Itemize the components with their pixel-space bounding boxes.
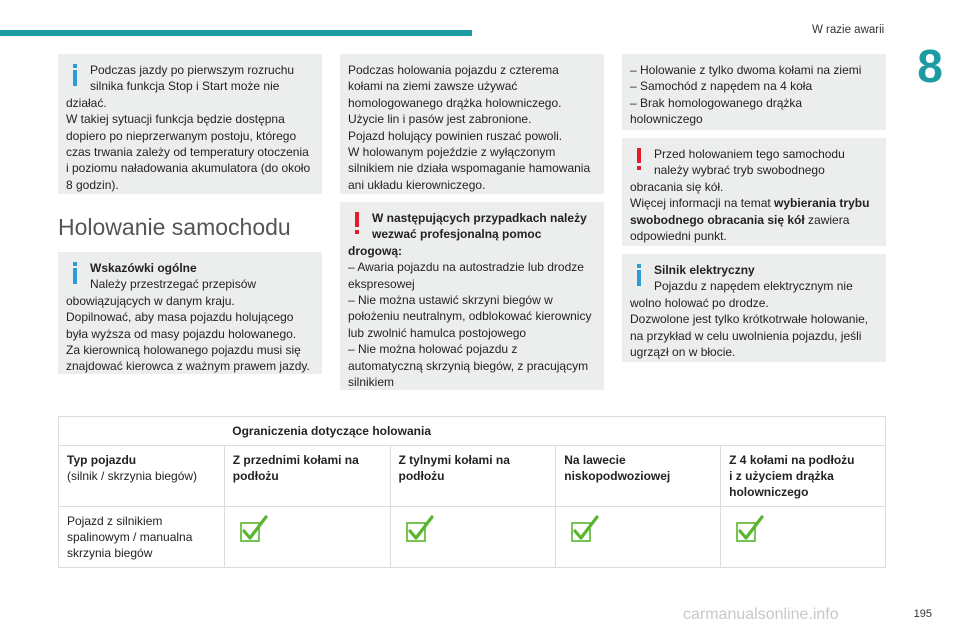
table-cell-flatbed: [556, 507, 721, 568]
text-line: znajdować kierowca z ważnym prawem jazdy.: [66, 359, 310, 374]
text-line: działać.: [66, 95, 107, 110]
header-line: Z przednimi kołami na: [232, 453, 359, 467]
text-line: automatyczną skrzynią biegów, z pracującym: [348, 358, 589, 373]
text-line: W holowanym pojeździe z wyłączonym: [348, 145, 556, 160]
text-line: Użycie lin i pasów jest zabronione.: [348, 112, 532, 127]
text-line: Pojazdu z napędem elektrycznym nie: [654, 279, 853, 294]
column-header-front-wheels: [224, 446, 390, 507]
info-icon: [68, 262, 82, 286]
text-line: – Nie można holować pojazdu z: [348, 342, 518, 357]
checkmark-icon: [239, 515, 269, 543]
table-row: [59, 507, 886, 568]
text-line: silnika funkcja Stop i Start może nie: [90, 79, 280, 94]
table-corner-cell: [59, 417, 225, 446]
header-line: Z 4 kołami na podłożu: [729, 453, 855, 467]
chapter-number: 8: [900, 36, 960, 96]
column-header-rear-wheels: [390, 446, 556, 507]
text-line: odpowiedni punkt.: [630, 229, 727, 244]
text-line: i poziomu naładowania akumulatora (do około: [66, 161, 311, 176]
header-subtitle: (silnik / skrzynia biegów): [67, 469, 198, 483]
header-line: Na lawecie: [564, 453, 626, 467]
text-line: położeniu neutralnym, odblokować kierownicy: [348, 309, 592, 324]
table-cell-rear-wheels: [390, 507, 556, 568]
header-line: niskopodwoziowej: [564, 469, 671, 483]
freewheel-reference: swobodnego obracania się kół: [630, 212, 805, 227]
text-line: ekspresowej: [348, 276, 415, 291]
text-line: homologowanego drążka holowniczego.: [348, 95, 562, 110]
freewheel-mode-warning-box: [622, 138, 886, 246]
row-label-line: skrzynia biegów: [67, 546, 153, 560]
column-header-flatbed: [556, 446, 721, 507]
list-item: holowniczego: [630, 112, 703, 127]
header-line: i z użyciem drążka: [729, 469, 834, 483]
text-line: czas trwania zależy od temperatury otoczenia: [66, 145, 309, 160]
text-line: obowiązujących w danym kraju.: [66, 293, 235, 308]
header-line: holowniczego: [729, 485, 809, 499]
text-line: Pojazd holujący powinien ruszać powoli.: [348, 128, 563, 143]
text-line: Przed holowaniem tego samochodu: [654, 147, 845, 161]
text-line: lub zwolnić hamulca postojowego: [348, 325, 527, 340]
header-line: Z tylnymi kołami na: [398, 453, 510, 467]
text-line: obracania się kół.: [630, 179, 724, 194]
text-line: 8 godzin).: [66, 177, 119, 192]
header-accent-bar: [0, 30, 472, 36]
professional-help-warning-box: [340, 202, 604, 390]
list-item: – Brak homologowanego drążka: [630, 95, 803, 110]
row-label-line: spalinowym / manualna: [67, 530, 193, 544]
general-guidelines-box: [58, 252, 322, 374]
row-label-line: Pojazd z silnikiem: [67, 514, 163, 528]
warning-icon: [632, 148, 646, 172]
table-caption: Ograniczenia dotyczące holowania: [224, 417, 885, 446]
text-line: kołami na ziemi zawsze używać: [348, 79, 518, 94]
list-item: – Samochód z napędem na 4 koła: [630, 79, 813, 94]
towing-four-wheels-box: [340, 54, 604, 194]
list-item: – Holowanie z tylko dwoma kołami na ziemi: [630, 63, 862, 77]
text-line: wolno holować po drodze.: [630, 295, 769, 310]
text-line: Podczas holowania pojazdu z czterema: [348, 63, 559, 77]
text-line: była wyższa od masy pojazdu holowanego.: [66, 326, 297, 341]
text-span: zawiera: [804, 212, 850, 227]
checkmark-icon: [570, 515, 600, 543]
freewheel-reference: wybierania trybu: [774, 196, 870, 211]
text-line: silnikiem: [348, 375, 395, 390]
text-line: na przykład w celu uwolnienia pojazdu, jeśli: [630, 328, 862, 343]
text-line: ugrzązł on w błocie.: [630, 345, 736, 360]
page-heading: Holowanie samochodu: [58, 214, 291, 240]
checkmark-icon: [405, 515, 435, 543]
table-caption-row: [59, 417, 886, 446]
text-line: ani układu kierowniczego.: [348, 177, 486, 192]
column-header-vehicle-type: [59, 446, 225, 507]
section-title: W razie awarii: [812, 24, 885, 36]
electric-motor-info-box: [622, 254, 886, 362]
info-icon: [632, 264, 646, 288]
row-label-combustion-manual: [59, 507, 225, 568]
warning-icon: [350, 212, 364, 236]
text-line: – Awaria pojazdu na autostradzie lub drodze: [348, 260, 584, 275]
box-title: wezwać profesjonalną pomoc: [372, 227, 542, 242]
text-line: dopiero po nieprzerwanym postoju, którego: [66, 128, 297, 143]
info-icon: [68, 64, 82, 88]
stop-start-info-box: [58, 54, 322, 194]
box-title: drogową:: [348, 243, 402, 258]
table-header-row: [59, 446, 886, 507]
text-line: należy wybrać tryb swobodnego: [654, 163, 825, 178]
text-line: [630, 212, 878, 228]
table-cell-four-wheels-towbar: [721, 507, 886, 568]
box-title: Wskazówki ogólne: [90, 261, 197, 275]
table-cell-front-wheels: [224, 507, 390, 568]
text-span: Więcej informacji na temat: [630, 196, 775, 211]
page-number: 195: [913, 608, 932, 620]
text-line: [630, 195, 878, 211]
text-line: Dozwolone jest tylko krótkotrwałe holowanie,: [630, 312, 869, 327]
text-line: Podczas jazdy po pierwszym rozruchu: [90, 63, 295, 77]
header-line: podłożu: [398, 469, 445, 483]
box-title: W następujących przypadkach należy: [372, 211, 587, 225]
text-line: – Nie można ustawić skrzyni biegów w: [348, 293, 553, 308]
header-line: podłożu: [232, 469, 279, 483]
towing-restrictions-table: [58, 416, 886, 568]
continued-list-box: [622, 54, 886, 130]
text-line: W takiej sytuacji funkcja będzie dostępna: [66, 112, 285, 127]
checkmark-icon: [735, 515, 765, 543]
text-line: Należy przestrzegać przepisów: [90, 277, 257, 292]
column-header-four-wheels-towbar: [721, 446, 886, 507]
text-line: silnikiem nie działa wspomaganie hamowania: [348, 161, 591, 176]
watermark: carmanualsonline.info: [683, 606, 839, 623]
header-title: Typ pojazdu: [67, 453, 137, 467]
box-title: Silnik elektryczny: [654, 263, 755, 277]
text-line: Za kierownicą holowanego pojazdu musi się: [66, 343, 301, 358]
text-line: Dopilnować, aby masa pojazdu holującego: [66, 310, 294, 325]
